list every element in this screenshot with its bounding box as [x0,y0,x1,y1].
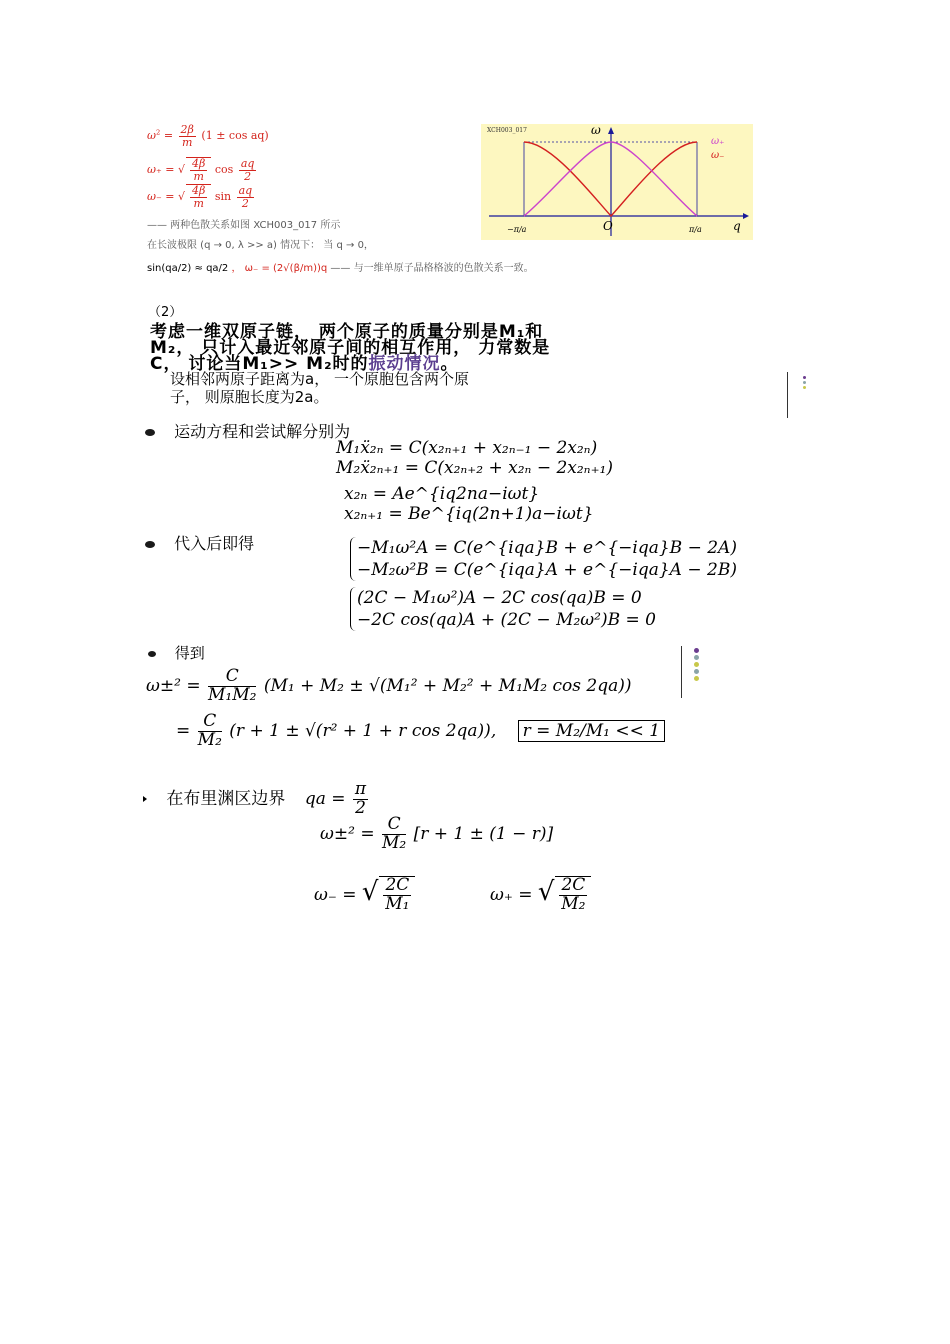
result-divider [681,646,682,698]
result-heading-row: 得到 [148,642,205,663]
figure-caption: XCH003_017 [487,127,527,134]
part2-label: （2） [148,305,183,320]
boundary-eq: ω±² = $\frac{C}{\text{M₂}}$ [r + 1 ± (1 − r)] [320,814,554,853]
problem-statement [150,324,950,372]
vibration-link[interactable]: 振动情况 [368,354,441,374]
motion-eq-1: M₁ẍ₂ₙ = C(x₂ₙ₊₁ + x₂ₙ₋₁ − 2x₂ₙ) [336,438,598,458]
dispersion-plot [481,124,753,240]
result-eq-1: ω±² = $\frac{C}{\text{M₁M₂}}$ (M₁ + M₂ ± √(M₁² + M₂² + M₁M₂ cos 2qa)) [146,666,632,705]
decor-dots-small [803,374,806,391]
subst-eq-2: −M₂ω²B = C(e^{iqa}A + e^{−iqa}A − 2B) [357,560,737,580]
dispersion-figure [481,124,753,240]
trial-solution-2: x₂ₙ₊₁ = Be^{iq(2n+1)a−iωt} [344,504,594,524]
motion-equations [336,438,613,524]
subst-eq-1: −M₁ω²A = C(e^{iqa}B + e^{−iqa}B − 2A) [357,538,737,558]
x-axis-label: q [733,219,741,233]
substitute-equations [350,537,737,631]
ratio-box: r = M₂/M₁ << 1 [518,720,665,742]
boundary-heading-row: 在布里渊区边界 qa = $\frac{\pi}{2}$ [143,781,370,818]
problem-line-2: M₂， 只计入最近邻原子间的相互作用， 力常数是 [150,338,551,358]
setup-text: 设相邻两原子距离为a， 一个原胞包含两个原 子， 则原胞长度为2a。 [170,370,469,406]
divider-line [787,372,788,418]
top-eq-omega-minus: ω₋ = √ $\frac{4\beta}{m}$ sin $\frac{aq}{2}$ [147,184,253,210]
bullet-icon [145,541,155,548]
y-axis-arrow [608,127,614,134]
note-dispersion-figure: —— 两种色散关系如图 XCH003_017 所示 [147,220,341,231]
subst-eq-3: (2C − M₁ω²)A − 2C cos(qa)B = 0 [357,588,642,608]
result-eq-2: = $\frac{C}{\text{M₂}}$ (r + 1 ± √(r² + 1 + r cos 2qa)), r = M₂/M₁ << 1 [176,713,665,750]
problem-line-1: 考虑一维双原子链， 两个原子的质量分别是M₁和 [150,322,544,342]
y-axis-label: ω [591,124,601,137]
note-long-wave-limit: 在长波极限 (q → 0, λ >> a) 情况下： 当 q → 0， [147,240,374,251]
note-small-q-approx: sin(qa/2) ≈ qa/2 ， ω₋ = (2√(β/m))q —— 与一维单原子晶格格波的色散关系一致。 [147,263,534,274]
bullet-icon [145,429,155,436]
left-tick-label: −π/a [507,225,527,234]
legend-omega-plus: ω₊ [711,136,725,147]
origin-label: O [603,219,613,233]
trial-solution-1: x₂ₙ = Ae^{iq2na−iωt} [344,484,540,504]
right-tick-label: π/a [689,225,702,234]
problem-line-3: C， 讨论当M₁>> M₂时的振动情况。 [150,354,459,374]
x-axis-arrow [743,213,749,219]
omega-minus-result: ω₋ = √ $\frac{2C}{\text{M₁}}$ [314,876,415,914]
substitute-heading-row: 代入后即得 [145,531,254,554]
legend-omega-minus: ω₋ [711,150,725,161]
bullet-icon [148,651,156,657]
motion-heading-row: 运动方程和尝试解分别为 [145,419,350,442]
omega-plus-result: ω₊ = √ $\frac{2C}{\text{M₂}}$ [490,876,591,914]
decor-dots [694,646,699,683]
top-eq-omega-squared: $\omega^2$ = $\frac{2\beta}{m}$ (1 ± cos aq) [147,123,269,149]
top-eq-omega-plus: ω₊ = √ $\frac{4\beta}{m}$ cos $\frac{aq}{2}$ [147,157,255,183]
subst-eq-4: −2C cos(qa)A + (2C − M₂ω²)B = 0 [357,610,656,630]
arrow-bullet-icon [143,796,147,802]
motion-eq-2: M₂ẍ₂ₙ₊₁ = C(x₂ₙ₊₂ + x₂ₙ − 2x₂ₙ₊₁) [336,458,613,478]
